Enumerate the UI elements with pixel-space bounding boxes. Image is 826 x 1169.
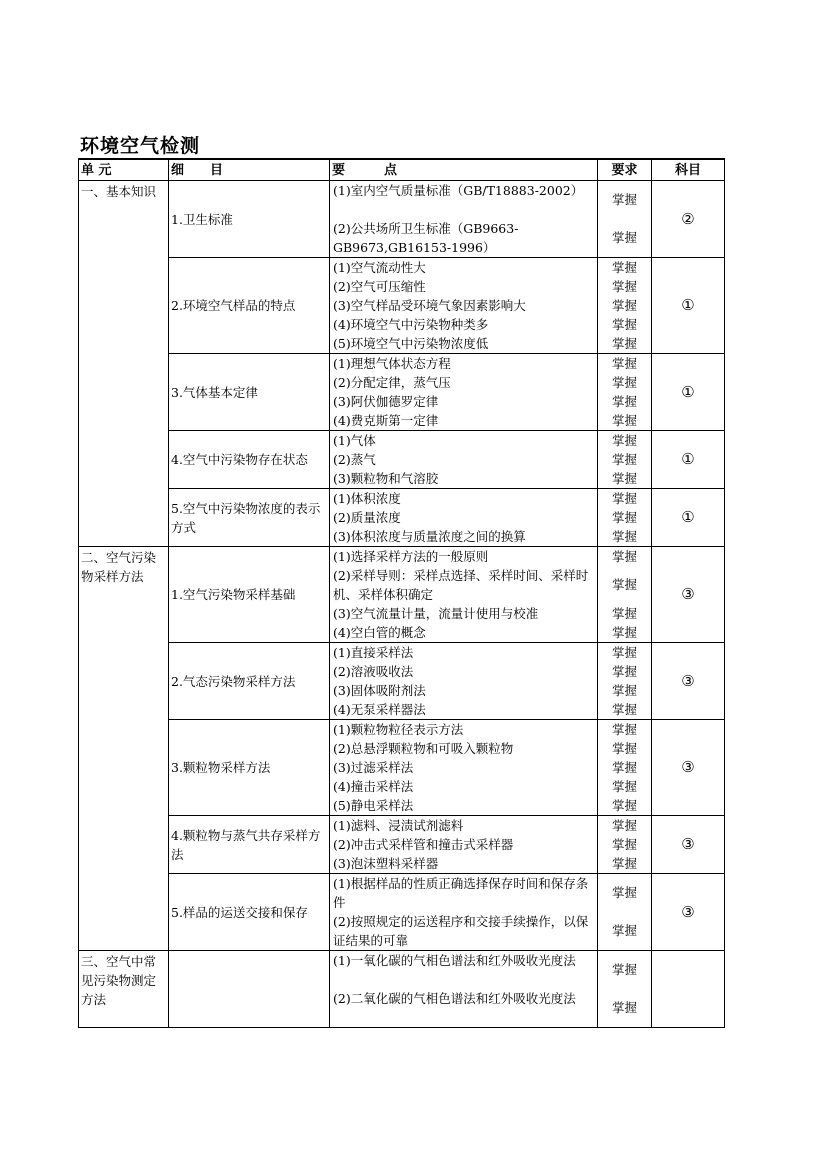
requirement-cell <box>598 181 652 258</box>
point-item: (3)泡沫塑料采样器 <box>333 856 439 871</box>
subitem-cell: 4.颗粒物与蒸气共存采样方法 <box>169 816 330 874</box>
point-item: (1)室内空气质量标准（GB/T18883-2002） <box>333 183 584 198</box>
table-row <box>79 431 725 489</box>
requirement-value: 掌握 <box>611 413 637 428</box>
point-item: (1)一氧化碳的气相色谱法和红外吸收光度法 <box>333 953 576 968</box>
header-subitem: 细 目 <box>169 159 330 181</box>
requirement-value: 掌握 <box>611 356 637 371</box>
point-item: (4)环境空气中污染物种类多 <box>333 317 489 332</box>
requirement-value: 掌握 <box>611 760 637 775</box>
requirement-value: 掌握 <box>611 452 637 467</box>
table-row <box>79 720 725 816</box>
points-cell <box>330 258 598 354</box>
requirement-value: 掌握 <box>611 962 637 977</box>
point-item: (2)总悬浮颗粒物和可吸入颗粒物 <box>333 741 514 756</box>
points-cell <box>330 181 598 258</box>
point-item: (2)公共场所卫生标准（GB9663-GB9673,GB16153-1996） <box>333 221 519 255</box>
requirement-value: 掌握 <box>611 471 637 486</box>
subitem-cell: 1.空气污染物采样基础 <box>169 547 330 643</box>
subitem-cell: 5.空气中污染物浓度的表示方式 <box>169 489 330 547</box>
requirement-value: 掌握 <box>611 837 637 852</box>
syllabus-table <box>78 158 725 1028</box>
point-item: (1)体积浓度 <box>333 491 401 506</box>
requirement-value: 掌握 <box>611 491 637 506</box>
requirement-value: 掌握 <box>611 375 637 390</box>
requirement-value: 掌握 <box>611 279 637 294</box>
table-row <box>79 951 725 1028</box>
points-cell <box>330 547 598 643</box>
requirement-cell <box>598 951 652 1028</box>
requirement-value: 掌握 <box>611 702 637 717</box>
subject-cell: ① <box>652 431 725 489</box>
requirement-value: 掌握 <box>611 336 637 351</box>
requirement-cell <box>598 547 652 643</box>
subitem-cell: 2.气态污染物采样方法 <box>169 643 330 720</box>
table-row <box>79 643 725 720</box>
requirement-value: 掌握 <box>611 798 637 813</box>
header-requirement: 要求 <box>598 159 652 181</box>
requirement-value: 掌握 <box>611 577 637 592</box>
point-item: (2)二氧化碳的气相色谱法和红外吸收光度法 <box>333 991 576 1006</box>
subject-cell: ③ <box>652 547 725 643</box>
point-item: (3)空气样品受环境气象因素影响大 <box>333 298 526 313</box>
requirement-cell <box>598 354 652 431</box>
requirement-value: 掌握 <box>611 433 637 448</box>
point-item: (4)撞击采样法 <box>333 779 414 794</box>
page-title: 环境空气检测 <box>80 135 201 157</box>
subject-cell: ③ <box>652 643 725 720</box>
requirement-value: 掌握 <box>611 230 637 245</box>
points-cell <box>330 431 598 489</box>
point-item: (2)溶液吸收法 <box>333 664 414 679</box>
table-row <box>79 258 725 354</box>
point-item: (2)蒸气 <box>333 452 376 467</box>
requirement-value: 掌握 <box>611 664 637 679</box>
subitem-cell: 4.空气中污染物存在状态 <box>169 431 330 489</box>
point-item: (3)阿伏伽德罗定律 <box>333 394 439 409</box>
point-item: (2)按照规定的运送程序和交接手续操作，以保证结果的可靠 <box>333 914 589 948</box>
point-item: (5)静电采样法 <box>333 798 414 813</box>
points-cell <box>330 354 598 431</box>
requirement-cell <box>598 816 652 874</box>
requirement-value: 掌握 <box>611 722 637 737</box>
requirement-value: 掌握 <box>611 317 637 332</box>
requirement-cell <box>598 643 652 720</box>
requirement-value: 掌握 <box>611 1000 637 1015</box>
point-item: (2)空气可压缩性 <box>333 279 426 294</box>
table-row <box>79 181 725 258</box>
header-row <box>79 159 725 181</box>
requirement-value: 掌握 <box>611 298 637 313</box>
requirement-value: 掌握 <box>611 192 637 207</box>
point-item: (3)颗粒物和气溶胶 <box>333 471 439 486</box>
table-body <box>79 181 725 1028</box>
requirement-cell <box>598 720 652 816</box>
points-cell <box>330 816 598 874</box>
requirement-value: 掌握 <box>611 625 637 640</box>
point-item: (2)冲击式采样管和撞击式采样器 <box>333 837 514 852</box>
header-points: 要 点 <box>330 159 598 181</box>
subject-cell: ③ <box>652 720 725 816</box>
point-item: (1)滤料、浸渍试剂滤料 <box>333 818 464 833</box>
points-cell <box>330 951 598 1028</box>
table-row <box>79 547 725 643</box>
point-item: (3)固体吸附剂法 <box>333 683 426 698</box>
subject-cell <box>652 951 725 1028</box>
subitem-cell: 5.样品的运送交接和保存 <box>169 874 330 951</box>
subject-cell: ① <box>652 258 725 354</box>
subject-cell: ③ <box>652 874 725 951</box>
subject-cell: ① <box>652 354 725 431</box>
point-item: (3)过滤采样法 <box>333 760 414 775</box>
requirement-value: 掌握 <box>611 683 637 698</box>
unit-name: 一、基本知识 <box>79 181 169 547</box>
requirement-value: 掌握 <box>611 856 637 871</box>
subitem-cell: 3.气体基本定律 <box>169 354 330 431</box>
table-row <box>79 874 725 951</box>
requirement-value: 掌握 <box>611 606 637 621</box>
subitem-cell: 2.环境空气样品的特点 <box>169 258 330 354</box>
point-item: (5)环境空气中污染物浓度低 <box>333 336 489 351</box>
table-row <box>79 354 725 431</box>
subitem-cell: 3.颗粒物采样方法 <box>169 720 330 816</box>
requirement-value: 掌握 <box>611 549 637 564</box>
point-item: (2)质量浓度 <box>333 510 401 525</box>
subject-cell: ③ <box>652 816 725 874</box>
unit-name: 三、空气中常见污染物测定方法 <box>79 951 169 1028</box>
subject-cell: ② <box>652 181 725 258</box>
requirement-cell <box>598 431 652 489</box>
points-cell <box>330 874 598 951</box>
requirement-cell <box>598 489 652 547</box>
requirement-value: 掌握 <box>611 923 637 938</box>
points-cell <box>330 720 598 816</box>
requirement-value: 掌握 <box>611 510 637 525</box>
point-item: (2)分配定律，蒸气压 <box>333 375 451 390</box>
requirement-value: 掌握 <box>611 885 637 900</box>
requirement-value: 掌握 <box>611 741 637 756</box>
point-item: (1)颗粒物粒径表示方法 <box>333 722 464 737</box>
requirement-value: 掌握 <box>611 529 637 544</box>
point-item: (1)选择采样方法的一般原则 <box>333 549 489 564</box>
point-item: (1)直接采样法 <box>333 645 414 660</box>
table-row <box>79 816 725 874</box>
requirement-cell <box>598 874 652 951</box>
points-cell <box>330 489 598 547</box>
header-unit: 单 元 <box>79 159 169 181</box>
point-item: (1)气体 <box>333 433 376 448</box>
unit-name: 二、空气污染物采样方法 <box>79 547 169 951</box>
requirement-value: 掌握 <box>611 394 637 409</box>
subitem-cell: 1.卫生标准 <box>169 181 330 258</box>
point-item: (2)采样导则：采样点选择、采样时间、采样时机、采样体积确定 <box>333 568 589 602</box>
point-item: (1)根据样品的性质正确选择保存时间和保存条件 <box>333 876 589 910</box>
subject-cell: ① <box>652 489 725 547</box>
requirement-value: 掌握 <box>611 645 637 660</box>
point-item: (4)无泵采样器法 <box>333 702 426 717</box>
requirement-value: 掌握 <box>611 260 637 275</box>
requirement-value: 掌握 <box>611 779 637 794</box>
point-item: (4)费克斯第一定律 <box>333 413 439 428</box>
points-cell <box>330 643 598 720</box>
point-item: (3)体积浓度与质量浓度之间的换算 <box>333 529 526 544</box>
requirement-value: 掌握 <box>611 818 637 833</box>
point-item: (4)空白管的概念 <box>333 625 426 640</box>
table-row <box>79 489 725 547</box>
point-item: (1)空气流动性大 <box>333 260 426 275</box>
subitem-cell <box>169 951 330 1028</box>
point-item: (1)理想气体状态方程 <box>333 356 451 371</box>
requirement-cell <box>598 258 652 354</box>
point-item: (3)空气流量计量，流量计使用与校准 <box>333 606 539 621</box>
header-subject: 科目 <box>652 159 725 181</box>
